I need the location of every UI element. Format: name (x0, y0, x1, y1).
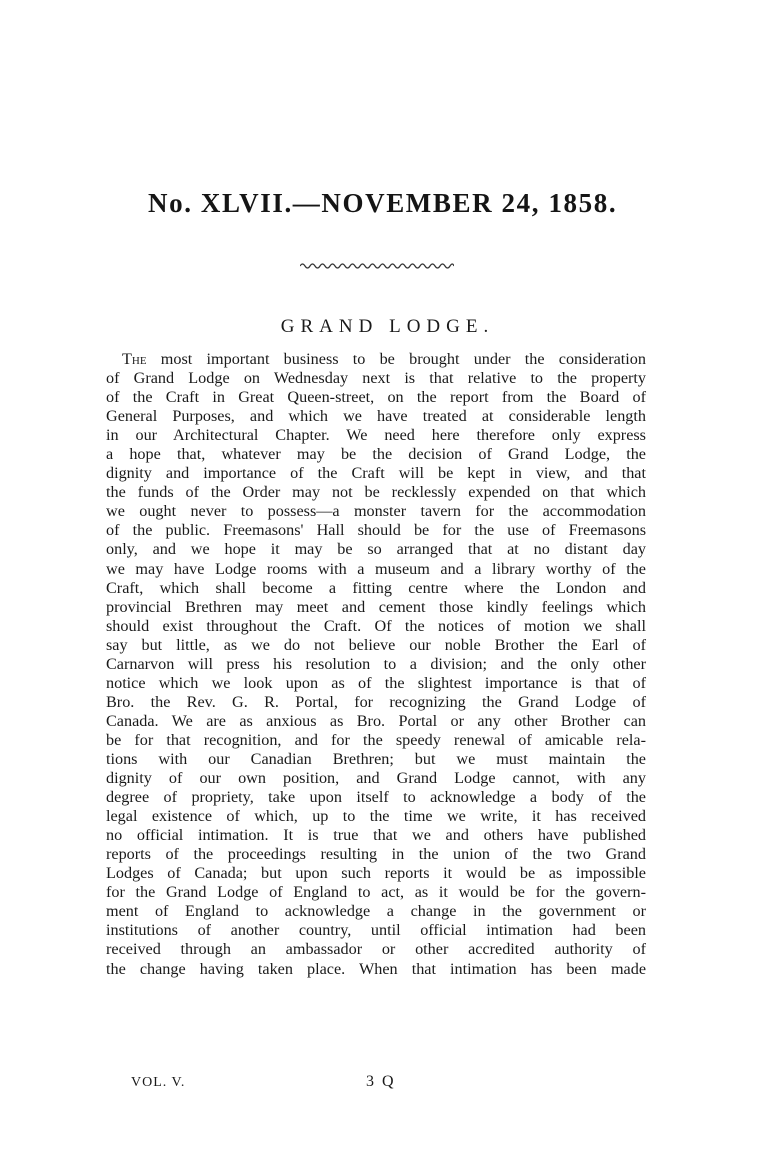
body-line: we may have Lodge rooms with a museum and a library worthy of the (106, 559, 646, 578)
body-line: dignity and importance of the Craft will be kept in view, and that (106, 464, 646, 483)
signature-mark: 3 Q (366, 1073, 396, 1090)
ornamental-rule (300, 262, 454, 270)
body-line: in our Architectural Chapter. We need here therefore only express (106, 426, 646, 445)
body-line: only, and we hope it may be so arranged that at no distant day (106, 540, 646, 559)
body-line: a hope that, whatever may be the decision of Grand Lodge, the (106, 445, 646, 464)
volume-marker: VOL. V. (131, 1075, 186, 1090)
body-line: General Purposes, and which we have treated at considerable length (106, 407, 646, 426)
body-line: institutions of another country, until official intimation had been (106, 921, 646, 940)
issue-heading: No. XLVII.—NOVEMBER 24, 1858. (148, 188, 618, 218)
body-line: degree of propriety, take upon itself to acknowledge a body of the (106, 788, 646, 807)
body-line: Canada. We are as anxious as Bro. Portal or any other Brother can (106, 711, 646, 730)
body-line: notice which we look upon as of the slightest importance is that of (106, 673, 646, 692)
body-line: provincial Brethren may meet and cement those kindly feelings which (106, 597, 646, 616)
body-line: of Grand Lodge on Wednesday next is that relative to the property (106, 369, 646, 388)
body-line: Craft, which shall become a fitting centre where the London and (106, 578, 646, 597)
body-line: The most important business to be brought under the consideration (122, 350, 646, 368)
body-line: the change having taken place. When that intimation has been made (106, 959, 646, 978)
body-line: should exist throughout the Craft. Of the notices of motion we shall (106, 616, 646, 635)
body-line: say but little, as we do not believe our noble Brother the Earl of (106, 635, 646, 654)
body-line: the funds of the Order may not be recklessly expended on that which (106, 483, 646, 502)
body-line: dignity of our own position, and Grand Lodge cannot, with any (106, 769, 646, 788)
body-line: of the Craft in Great Queen-street, on the report from the Board of (106, 388, 646, 407)
body-line: ment of England to acknowledge a change in the government or (106, 902, 646, 921)
body-line: reports of the proceedings resulting in the union of the two Grand (106, 845, 646, 864)
body-line: received through an ambassador or other accredited authority of (106, 940, 646, 959)
body-line: of the public. Freemasons' Hall should be for the use of Freemasons (106, 521, 646, 540)
body-line: Carnarvon will press his resolution to a division; and the only other (106, 654, 646, 673)
drop-word: The (122, 350, 147, 368)
body-line: Bro. the Rev. G. R. Portal, for recognizing the Grand Lodge of (106, 692, 646, 711)
section-title: GRAND LODGE. (280, 316, 495, 337)
body-line: Lodges of Canada; but upon such reports it would be as impossible (106, 864, 646, 883)
article-body (106, 350, 646, 979)
body-line: no official intimation. It is true that we and others have published (106, 826, 646, 845)
body-line: for the Grand Lodge of England to act, as it would be for the govern- (106, 883, 646, 902)
body-line: be for that recognition, and for the speedy renewal of amicable rela- (106, 730, 646, 749)
body-line: legal existence of which, up to the time we write, it has received (106, 807, 646, 826)
body-line: tions with our Canadian Brethren; but we must maintain the (106, 749, 646, 768)
body-line: we ought never to possess—a monster tavern for the accommodation (106, 502, 646, 521)
